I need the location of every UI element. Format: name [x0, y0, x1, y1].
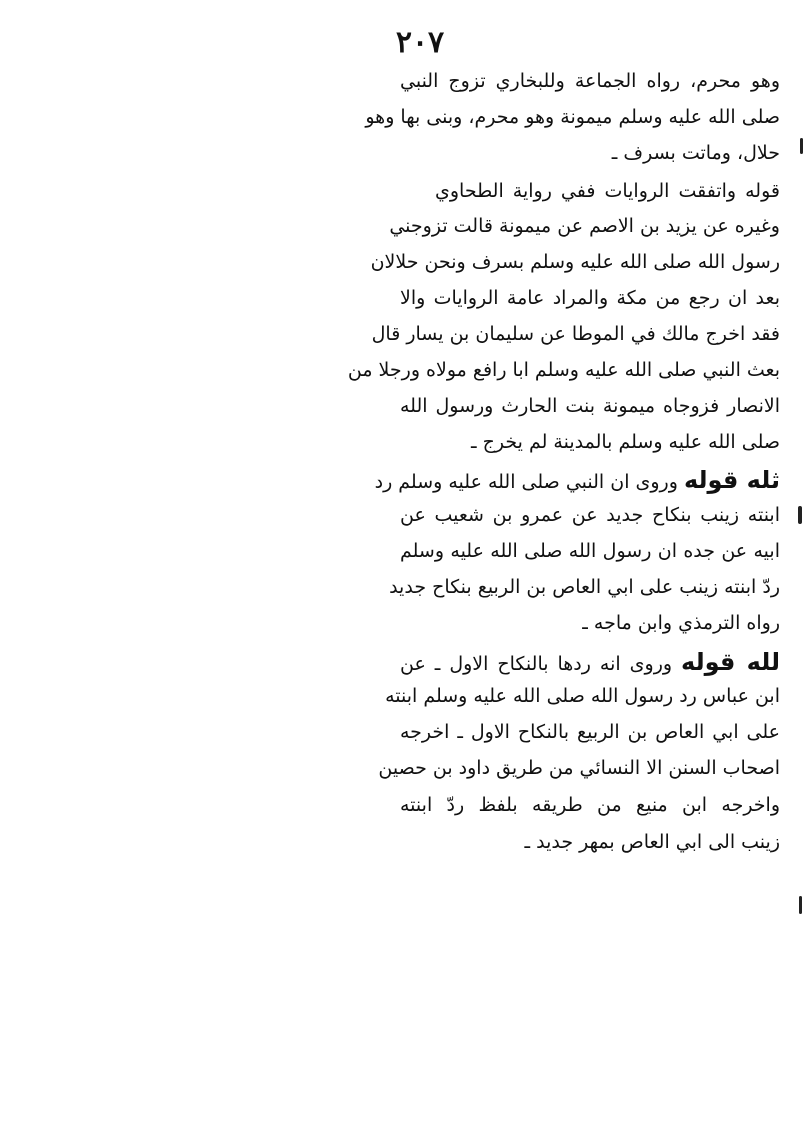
- text-line: [400, 542, 780, 578]
- text-line: [389, 215, 780, 253]
- line-text: اصحاب السنن الا النسائي من طريق داود بن حصين: [378, 757, 780, 779]
- section-marker: ثله قوله: [683, 466, 780, 494]
- line-text: رسول الله صلى الله عليه وسلم بسرف ونحن حلالان: [370, 251, 780, 273]
- line-text: وغيره عن يزيد بن الاصم عن ميمونة قالت تزوجني: [389, 215, 780, 237]
- text-line: [378, 757, 780, 795]
- text-line: [400, 397, 780, 433]
- text-line: [389, 576, 780, 614]
- line-text: حلال، وماتت بسرف ـ: [611, 142, 780, 164]
- text-line: [400, 650, 780, 686]
- text-line: [530, 144, 780, 180]
- line-text: ابيه عن جده ان رسول الله صلى الله عليه وسلم: [400, 540, 780, 562]
- text-line: [400, 433, 780, 469]
- line-text: وهو محرم، رواه الجماعة وللبخاري تزوج النبي: [400, 70, 780, 92]
- line-text: الانصار فزوجاه ميمونة بنت الحارث ورسول الله: [400, 395, 780, 417]
- line-text: ابن عباس رد رسول الله صلى الله عليه وسلم ابنته: [385, 685, 780, 707]
- line-text: رواه الترمذي وابن ماجه ـ: [582, 612, 780, 634]
- text-line: [400, 796, 780, 832]
- section-marker: لله قوله: [681, 648, 780, 676]
- text-line: [400, 72, 780, 108]
- text-line: [400, 723, 780, 759]
- line-text: بعث النبي صلى الله عليه وسلم ابا رافع مولاه ورجلا من: [347, 359, 780, 381]
- line-text: زينب الى ابي العاص بمهر جديد ـ: [524, 831, 780, 853]
- text-line: [370, 251, 780, 289]
- line-text: وروى انه ردها بالنكاح الاول ـ عن: [400, 653, 682, 675]
- line-text: صلى الله عليه وسلم بالمدينة لم يخرج ـ: [471, 431, 780, 453]
- text-line: [365, 106, 780, 144]
- line-text: ردّ ابنته زينب على ابي العاص بن الربيع بنكاح جديد: [389, 576, 780, 598]
- text-line: [400, 506, 780, 542]
- line-text: بعد ان رجع من مكة والمراد عامة الروايات والا: [400, 287, 780, 309]
- line-text: فقد اخرج مالك في الموطا عن سليمان بن يسار قال: [371, 323, 780, 345]
- text-line: [400, 614, 780, 650]
- margin-mark: [798, 506, 802, 524]
- text-line: [435, 182, 780, 218]
- line-text: قوله واتفقت الروايات ففي رواية الطحاوي: [435, 180, 780, 202]
- line-text: ابنته زينب بنكاح جديد عن عمرو بن شعيب عن: [400, 504, 780, 526]
- page-number: ٢٠٧: [395, 25, 445, 60]
- line-text: صلى الله عليه وسلم ميمونة وهو محرم، وبنى بها وهو: [365, 106, 780, 128]
- line-text: على ابي العاص بن الربيع بالنكاح الاول ـ اخرجه: [400, 721, 780, 743]
- text-line: [371, 323, 780, 361]
- text-line: [400, 289, 780, 325]
- margin-mark: [799, 896, 802, 914]
- line-text: واخرجه ابن منيع من طريقه بلفظ ردّ ابنته: [400, 794, 780, 816]
- text-line: [385, 685, 780, 723]
- line-text: وروى ان النبي صلى الله عليه وسلم رد: [374, 471, 684, 493]
- margin-mark: [800, 138, 803, 154]
- text-line: [347, 359, 780, 397]
- text-line: [400, 833, 780, 869]
- text-line: [374, 466, 780, 504]
